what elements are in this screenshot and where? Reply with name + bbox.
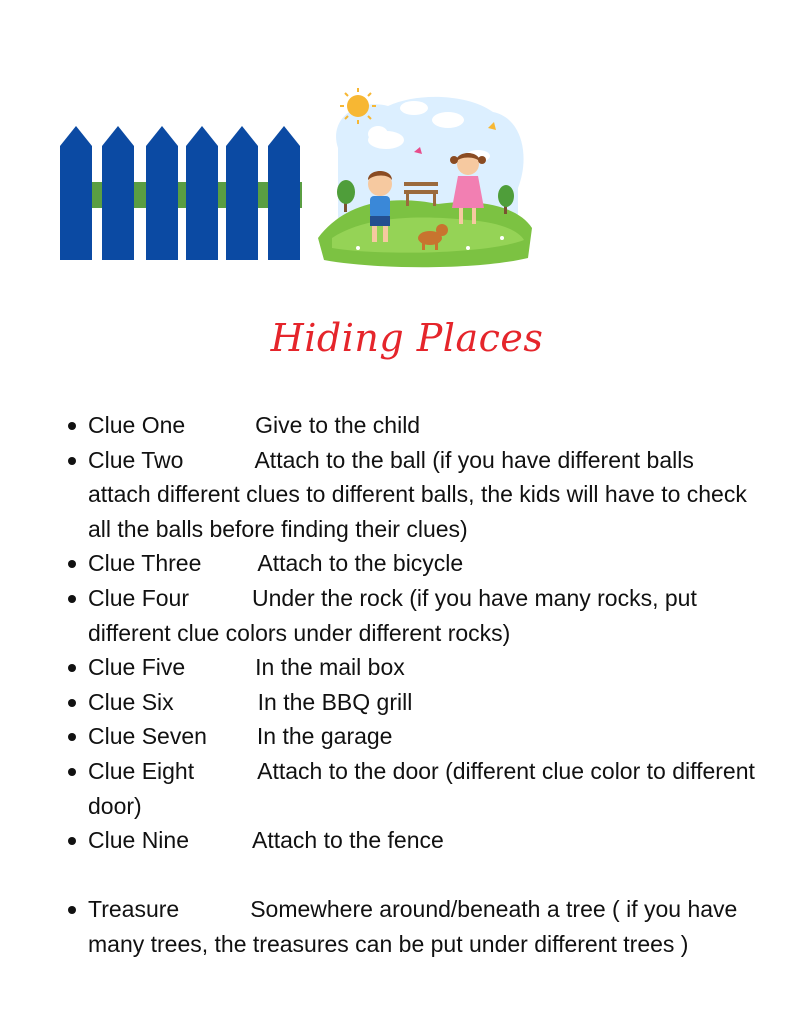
clue-location: Attach to the door (different clue color to different door) (88, 757, 755, 819)
kids-playing-in-park-illustration (318, 88, 532, 268)
clue-location: In the BBQ grill (257, 688, 413, 715)
clue-item (68, 546, 758, 581)
clue-item (68, 443, 758, 547)
page-title: Hiding Places (270, 316, 544, 360)
clue-name: Clue Three (88, 550, 202, 577)
clue-name: Clue Six (88, 688, 174, 715)
clue-item (68, 892, 758, 961)
clue-name: Clue Eight (88, 757, 195, 784)
clue-name: Clue Two (88, 446, 184, 473)
clue-item (68, 719, 758, 754)
clue-location: In the mail box (255, 654, 405, 681)
clue-location: Attach to the fence (252, 827, 444, 854)
clue-name: Clue Four (88, 584, 189, 611)
fence-rail (60, 182, 302, 208)
clue-name: Clue Nine (88, 827, 189, 854)
clue-item (68, 754, 758, 823)
clue-location: Somewhere around/beneath a tree ( if you have many trees, the treasures can be put under different trees ) (88, 896, 738, 957)
clue-location: Attach to the ball (if you have different balls attach different clues to different balls, the kids will have to check all the balls before finding their clues) (88, 446, 747, 542)
clue-list (68, 408, 758, 962)
clue-name: Clue Five (88, 654, 186, 681)
clue-item (68, 685, 758, 720)
clue-location: Under the rock (if you have many rocks, put different clue colors under different rocks) (88, 584, 697, 646)
clue-item (68, 408, 758, 443)
picket-fence-icon (60, 126, 302, 260)
clue-item (68, 823, 758, 858)
clue-location: In the garage (256, 723, 393, 750)
clue-item (68, 650, 758, 685)
clue-item (68, 581, 758, 650)
clue-location: Attach to the bicycle (257, 550, 464, 577)
clue-name: Treasure (88, 896, 180, 923)
clue-name: Clue Seven (88, 723, 207, 750)
clue-location: Give to the child (255, 412, 421, 438)
clue-name: Clue One (88, 412, 186, 438)
